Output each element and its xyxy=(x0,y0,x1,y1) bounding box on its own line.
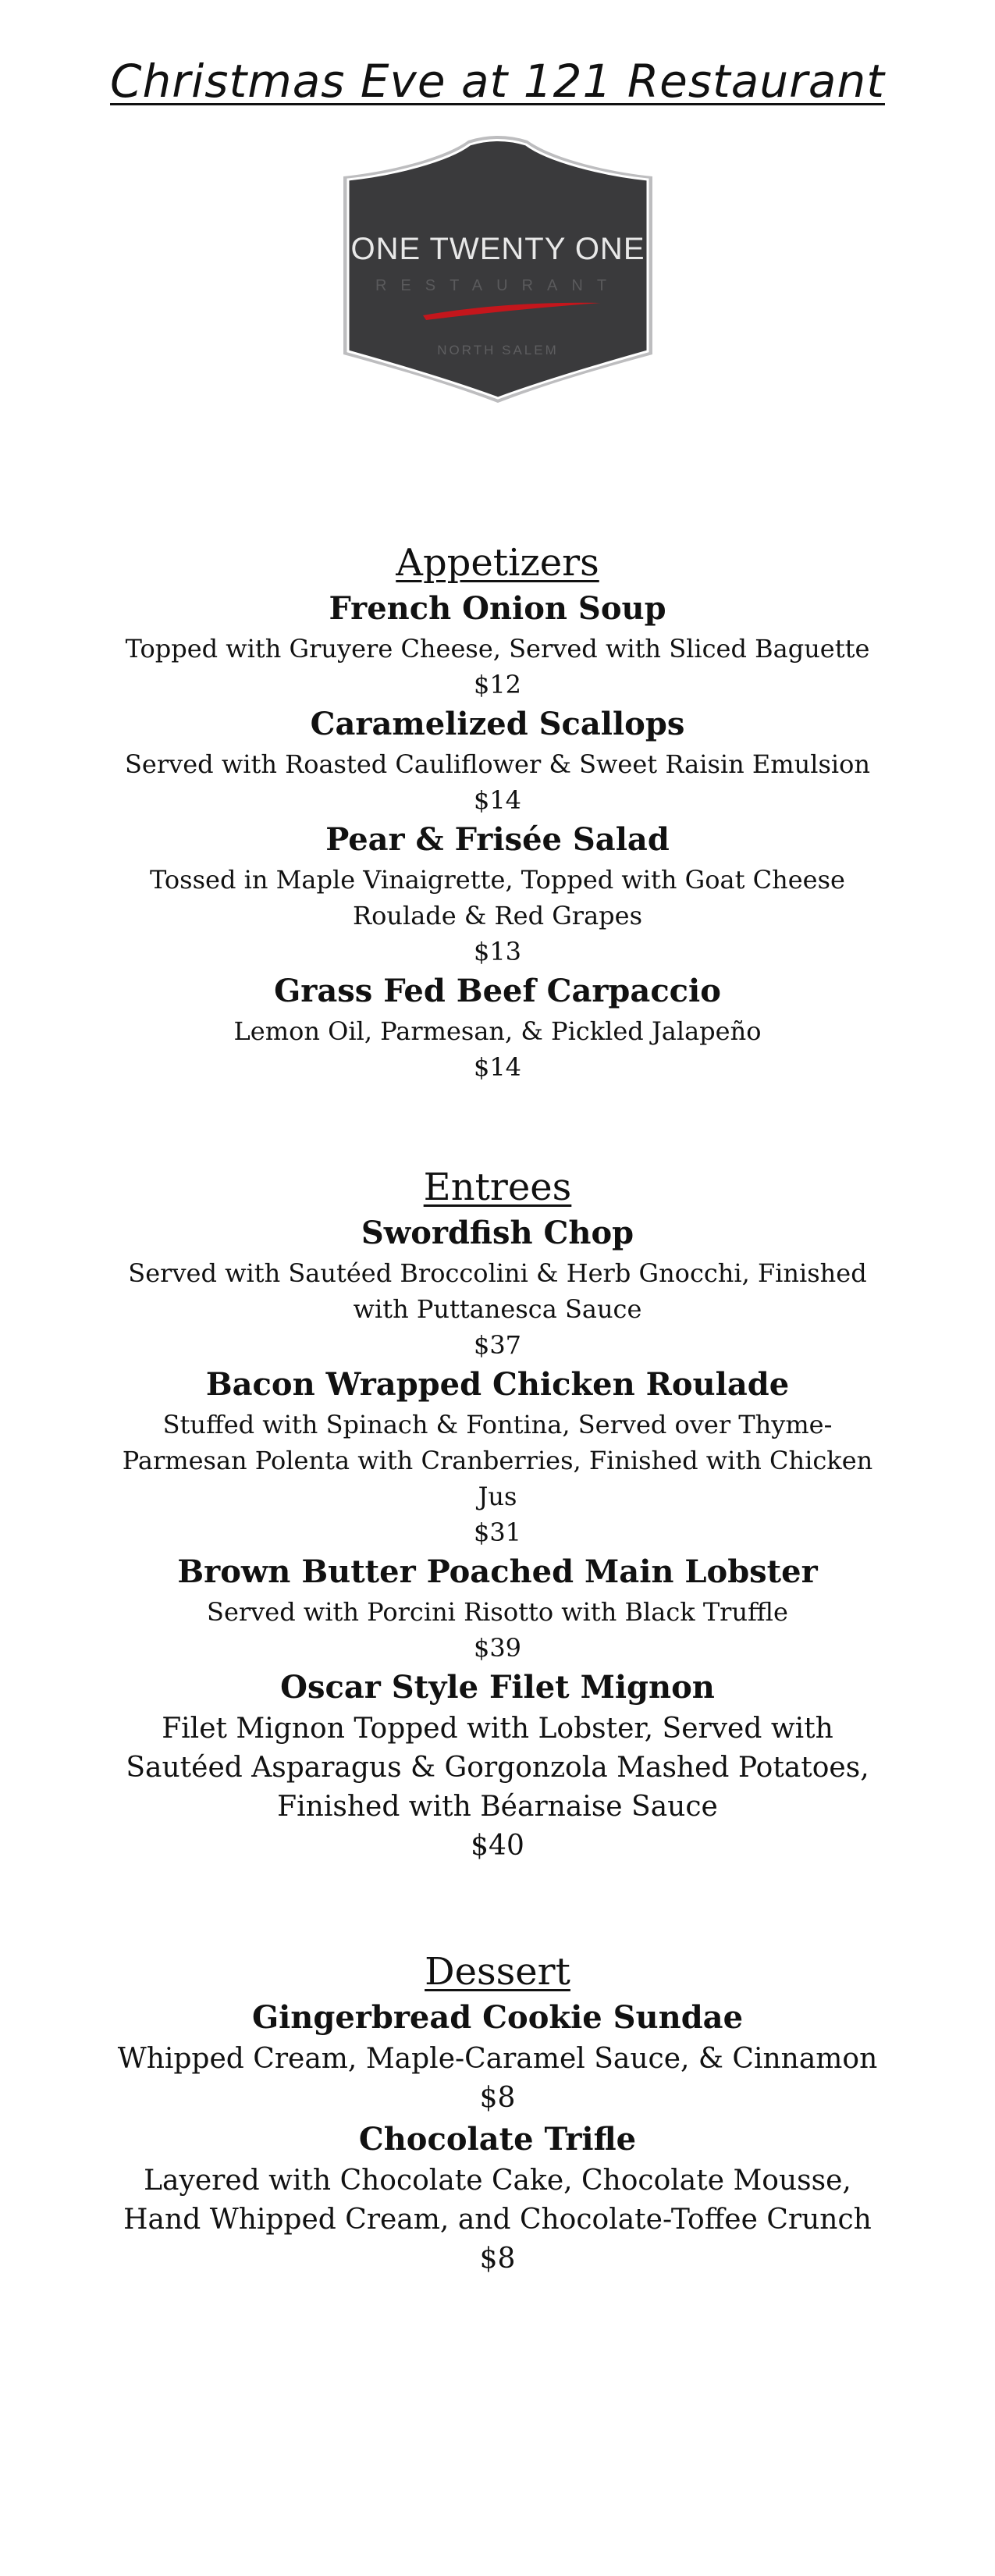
menu-item xyxy=(109,970,886,1085)
item-price: $31 xyxy=(473,1517,522,1547)
menu-item xyxy=(109,1212,886,1363)
appetizers-section xyxy=(109,539,886,1085)
section-heading: Dessert xyxy=(425,1950,570,1994)
item-description: Lemon Oil, Parmesan, & Pickled Jalapeño xyxy=(233,1016,762,1046)
item-description: Layered with Chocolate Cake, Chocolate Mousse, Hand Whipped Cream, and Chocolate-Toffee Crunch xyxy=(123,2165,872,2236)
item-name: Oscar Style Filet Mignon xyxy=(280,1669,715,1706)
item-description: Served with Roasted Cauliflower & Sweet Raisin Emulsion xyxy=(125,749,870,779)
logo-line2: RESTAURANT xyxy=(375,277,621,294)
menu-item xyxy=(109,2118,886,2279)
item-description: Topped with Gruyere Cheese, Served with Sliced Baguette xyxy=(125,634,870,664)
item-price: $14 xyxy=(473,1052,522,1082)
item-description: Served with Porcini Risotto with Black Truffle xyxy=(207,1597,788,1627)
item-price: $37 xyxy=(473,1330,522,1360)
item-description: Filet Mignon Topped with Lobster, Served with Sautéed Asparagus & Gorgonzola Mashed Potatoes, Finished with Béarnaise Sauce xyxy=(126,1713,869,1823)
menu-item xyxy=(109,1550,886,1666)
dessert-section xyxy=(109,1948,886,2279)
item-price: $14 xyxy=(473,785,522,815)
item-name: Caramelized Scallops xyxy=(310,706,685,742)
menu-item xyxy=(109,1363,886,1550)
item-description: Stuffed with Spinach & Fontina, Served over Thyme-Parmesan Polenta with Cranberries, Finished with Chicken Jus xyxy=(122,1410,873,1511)
item-price: $8 xyxy=(479,2243,516,2275)
restaurant-logo xyxy=(336,134,660,406)
item-name: Swordfish Chop xyxy=(361,1215,634,1251)
page-title: Christmas Eve at 121 Restaurant xyxy=(110,55,885,108)
item-price: $8 xyxy=(479,2082,516,2114)
item-name: Chocolate Trifle xyxy=(358,2121,637,2158)
logo-line3: NORTH SALEM xyxy=(437,343,559,358)
item-price: $40 xyxy=(471,1830,524,1862)
entrees-section xyxy=(109,1163,886,1866)
menu-item xyxy=(109,1996,886,2118)
menu-item xyxy=(109,818,886,970)
item-name: Gingerbread Cookie Sundae xyxy=(251,1999,744,2036)
section-heading: Entrees xyxy=(423,1165,572,1209)
item-price: $12 xyxy=(473,670,522,699)
item-description: Tossed in Maple Vinaigrette, Topped with Goat Cheese Roulade & Red Grapes xyxy=(150,865,845,930)
item-name: French Onion Soup xyxy=(329,590,666,627)
item-description: Served with Sautéed Broccolini & Herb Gnocchi, Finished with Puttanesca Sauce xyxy=(128,1258,867,1324)
item-name: Grass Fed Beef Carpaccio xyxy=(274,973,721,1009)
item-name: Pear & Frisée Salad xyxy=(325,821,670,858)
logo-badge xyxy=(348,141,648,399)
logo-line1: ONE TWENTY ONE xyxy=(350,232,645,266)
section-heading: Appetizers xyxy=(396,541,599,585)
item-name: Brown Butter Poached Main Lobster xyxy=(177,1553,818,1590)
item-price: $13 xyxy=(473,937,522,966)
item-price: $39 xyxy=(473,1633,522,1663)
menu-item xyxy=(109,703,886,818)
menu-item xyxy=(109,1666,886,1866)
item-description: Whipped Cream, Maple-Caramel Sauce, & Cinnamon xyxy=(117,2043,878,2075)
item-name: Bacon Wrapped Chicken Roulade xyxy=(205,1366,790,1403)
menu-item xyxy=(109,587,886,703)
